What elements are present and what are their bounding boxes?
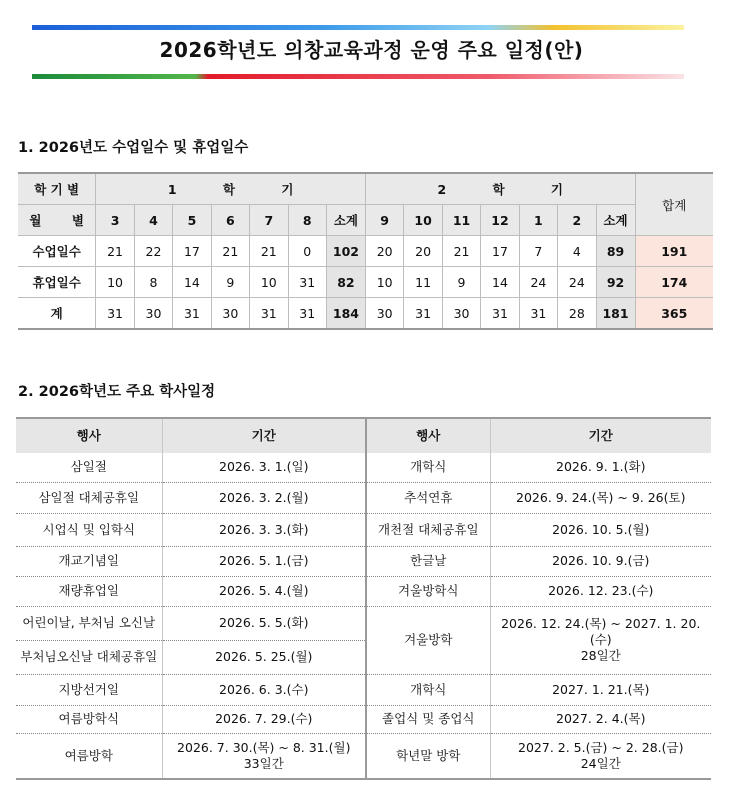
value-cell: 9	[442, 267, 480, 298]
value-cell: 14	[481, 267, 519, 298]
schedule-row	[16, 733, 711, 779]
subtotal-cell: 184	[326, 298, 365, 330]
event-cell: 졸업식 및 종업식	[366, 705, 490, 733]
period-text: 2026. 9. 24.(목) ~ 9. 26(토)	[516, 489, 686, 505]
period-cell	[162, 546, 366, 576]
value-cell: 9	[211, 267, 249, 298]
month-cell: 12	[481, 205, 519, 236]
period-cell	[490, 513, 711, 546]
semester-1-header: 1 학 기	[96, 173, 366, 205]
col-event-1: 행사	[16, 418, 162, 453]
period-text: 2026. 5. 25.(월)	[215, 649, 313, 664]
period-text: 2026. 3. 1.(일)	[219, 459, 309, 475]
period-cell	[162, 705, 366, 733]
period-text: 2026. 6. 3.(수)	[219, 681, 309, 697]
subtotal-header: 소계	[596, 205, 635, 236]
month-cell: 5	[173, 205, 211, 236]
semester-label: 학 기 별	[18, 173, 96, 205]
period-cell	[490, 453, 711, 482]
col-period-1: 기간	[162, 418, 366, 453]
schedule-row	[16, 606, 711, 640]
month-cell: 11	[442, 205, 480, 236]
value-cell: 4	[558, 236, 596, 267]
value-cell: 24	[558, 267, 596, 298]
schedule-row	[16, 546, 711, 576]
event-cell: 삼일절	[16, 453, 162, 482]
event-cell: 어린이날, 부처님 오신날	[16, 606, 162, 640]
value-cell: 20	[365, 236, 403, 267]
total-header: 합계	[635, 173, 713, 236]
value-cell: 7	[519, 236, 557, 267]
event-cell: 여름방학	[16, 733, 162, 779]
subtotal-cell: 181	[596, 298, 635, 330]
period-duration: 33일간	[243, 755, 284, 771]
month-cell: 1	[519, 205, 557, 236]
schedule-header-row	[16, 418, 711, 453]
event-cell: 시업식 및 입학식	[16, 513, 162, 546]
period-cell	[162, 674, 366, 705]
value-cell: 30	[134, 298, 172, 330]
col-event-2: 행사	[366, 418, 490, 453]
section-1-heading: 1. 2026년도 수업일수 및 휴업일수	[18, 140, 249, 156]
period-text: 2026. 9. 1.(화)	[556, 459, 646, 475]
month-cell: 3	[96, 205, 134, 236]
period-cell	[162, 513, 366, 546]
period-cell	[162, 606, 366, 640]
page-title: 2026학년도 의창교육과정 운영 주요 일정(안)	[159, 38, 584, 62]
table-row	[18, 267, 713, 298]
table-row	[18, 236, 713, 267]
period-text: 2026. 5. 4.(월)	[219, 583, 309, 598]
value-cell: 30	[365, 298, 403, 330]
value-cell: 31	[250, 298, 288, 330]
event-cell: 지방선거일	[16, 674, 162, 705]
event-cell: 삼일절 대체공휴일	[16, 482, 162, 513]
value-cell: 21	[211, 236, 249, 267]
subtotal-cell: 89	[596, 236, 635, 267]
month-cell: 6	[211, 205, 249, 236]
value-cell: 17	[173, 236, 211, 267]
schedule-row	[16, 482, 711, 513]
event-cell: 겨울방학식	[366, 576, 490, 606]
total-cell: 365	[635, 298, 713, 330]
value-cell: 20	[404, 236, 442, 267]
value-cell: 10	[96, 267, 134, 298]
event-cell: 여름방학식	[16, 705, 162, 733]
period-cell	[490, 705, 711, 733]
month-cell: 8	[288, 205, 326, 236]
value-cell: 21	[96, 236, 134, 267]
total-cell: 174	[635, 267, 713, 298]
period-text: 2027. 2. 4.(목)	[556, 711, 646, 726]
month-label: 월 별	[18, 205, 96, 236]
title-bottom-bar	[32, 74, 684, 79]
month-cell: 2	[558, 205, 596, 236]
subtotal-header: 소계	[326, 205, 365, 236]
value-cell: 21	[250, 236, 288, 267]
period-cell	[162, 453, 366, 482]
value-cell: 31	[288, 267, 326, 298]
event-cell: 한글날	[366, 546, 490, 576]
period-text: 2026. 3. 3.(화)	[219, 521, 309, 537]
period-cell	[162, 733, 366, 779]
schedule-row	[16, 513, 711, 546]
schedule-row	[16, 674, 711, 705]
period-cell	[162, 640, 366, 674]
period-cell	[490, 576, 711, 606]
value-cell: 17	[481, 236, 519, 267]
value-cell: 8	[134, 267, 172, 298]
value-cell: 21	[442, 236, 480, 267]
period-cell	[490, 674, 711, 705]
period-cell	[490, 482, 711, 513]
month-row	[18, 205, 713, 236]
value-cell: 10	[250, 267, 288, 298]
value-cell: 10	[365, 267, 403, 298]
period-text: 2026. 7. 30.(목) ~ 8. 31.(월)	[177, 739, 351, 755]
table-header-row	[18, 173, 713, 205]
col-period-2: 기간	[490, 418, 711, 453]
period-cell	[490, 606, 711, 674]
schedule-row	[16, 576, 711, 606]
period-text: 2026. 7. 29.(수)	[215, 711, 313, 726]
value-cell: 31	[519, 298, 557, 330]
subtotal-cell: 92	[596, 267, 635, 298]
row-label: 휴업일수	[18, 267, 96, 298]
month-cell: 9	[365, 205, 403, 236]
section-2-heading: 2. 2026학년도 주요 학사일정	[18, 384, 216, 400]
schedule-row	[16, 705, 711, 733]
period-text: 2026. 5. 5.(화)	[219, 615, 309, 630]
table-row	[18, 298, 713, 330]
month-cell: 7	[250, 205, 288, 236]
period-duration: 28일간	[580, 648, 621, 663]
value-cell: 0	[288, 236, 326, 267]
value-cell: 11	[404, 267, 442, 298]
schedule-row	[16, 453, 711, 482]
event-cell: 겨울방학	[366, 606, 490, 674]
value-cell: 24	[519, 267, 557, 298]
value-cell: 31	[173, 298, 211, 330]
event-cell: 재량휴업일	[16, 576, 162, 606]
event-cell: 개학식	[366, 674, 490, 705]
event-cell: 추석연휴	[366, 482, 490, 513]
period-text: 2027. 1. 21.(목)	[552, 681, 650, 697]
period-cell	[162, 482, 366, 513]
subtotal-cell: 82	[326, 267, 365, 298]
period-cell	[490, 546, 711, 576]
school-days-table	[18, 172, 713, 330]
month-cell: 4	[134, 205, 172, 236]
period-text: 2027. 2. 5.(금) ~ 2. 28.(금)	[518, 739, 684, 755]
academic-schedule-table	[16, 417, 711, 780]
period-duration: 24일간	[580, 755, 621, 771]
event-cell: 개학식	[366, 453, 490, 482]
period-text: 2026. 12. 23.(수)	[548, 583, 654, 598]
title-top-bar	[32, 25, 684, 30]
event-cell: 개교기념일	[16, 546, 162, 576]
row-label: 계	[18, 298, 96, 330]
period-text: 2026. 10. 5.(월)	[552, 521, 650, 537]
total-cell: 191	[635, 236, 713, 267]
value-cell: 30	[211, 298, 249, 330]
period-cell	[162, 576, 366, 606]
subtotal-cell: 102	[326, 236, 365, 267]
value-cell: 31	[481, 298, 519, 330]
value-cell: 22	[134, 236, 172, 267]
value-cell: 28	[558, 298, 596, 330]
period-text: 2026. 12. 24.(목) ~ 2027. 1. 20.(수)	[501, 616, 701, 647]
value-cell: 31	[404, 298, 442, 330]
period-cell	[490, 733, 711, 779]
month-cell: 10	[404, 205, 442, 236]
value-cell: 31	[288, 298, 326, 330]
period-text: 2026. 3. 2.(월)	[219, 489, 309, 505]
value-cell: 31	[96, 298, 134, 330]
row-label: 수업일수	[18, 236, 96, 267]
period-text: 2026. 10. 9.(금)	[552, 553, 650, 568]
period-text: 2026. 5. 1.(금)	[219, 553, 309, 568]
value-cell: 30	[442, 298, 480, 330]
event-cell: 학년말 방학	[366, 733, 490, 779]
event-cell: 개천절 대체공휴일	[366, 513, 490, 546]
event-cell: 부처님오신날 대체공휴일	[16, 640, 162, 674]
value-cell: 14	[173, 267, 211, 298]
semester-2-header: 2 학 기	[365, 173, 635, 205]
